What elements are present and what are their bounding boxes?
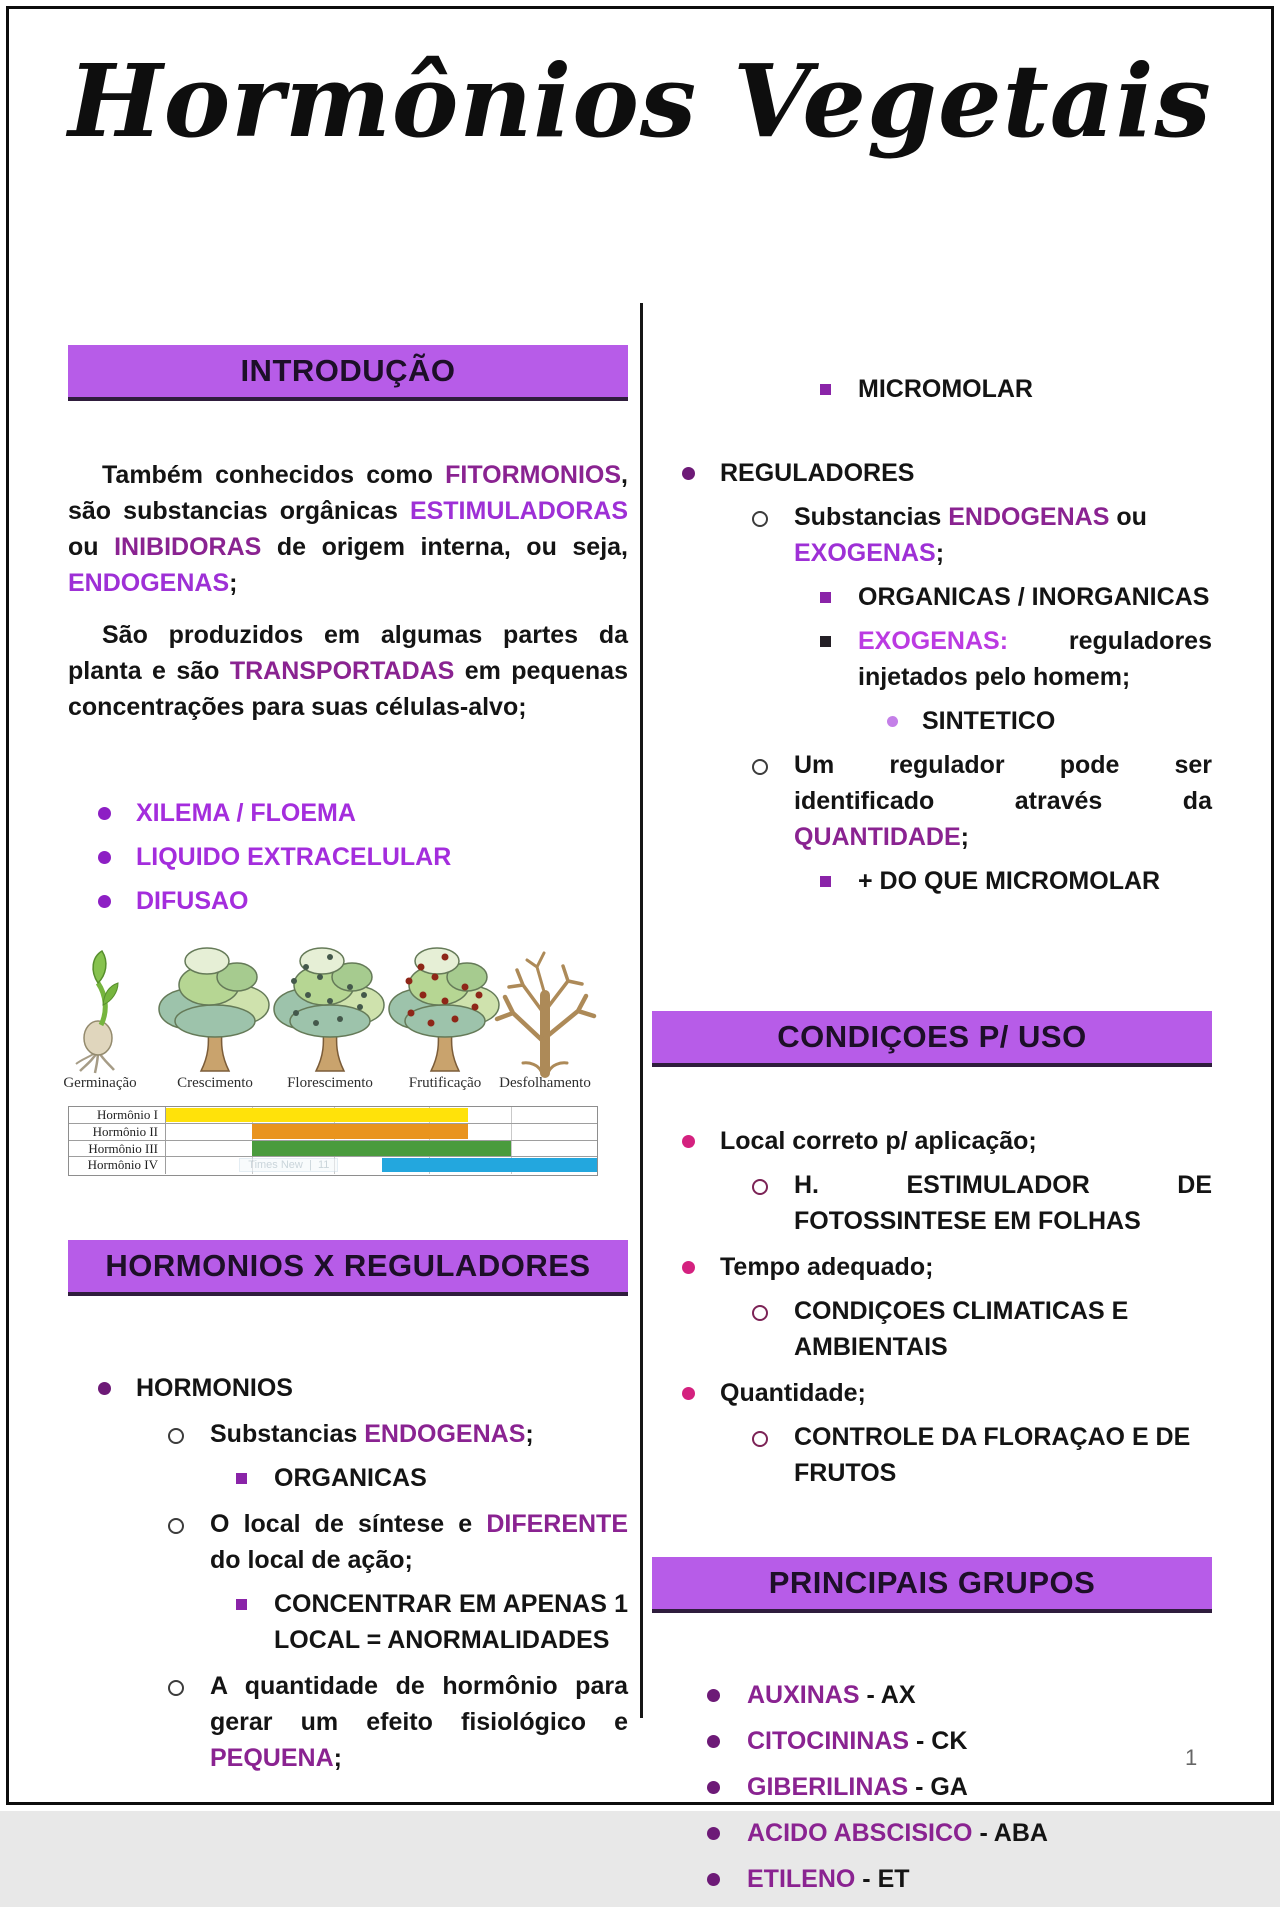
list-item: AUXINAS - AX bbox=[652, 1677, 1212, 1713]
list-item: ACIDO ABSCISICO - ABA bbox=[652, 1815, 1212, 1851]
column-divider bbox=[640, 303, 643, 1718]
bullet-square-icon bbox=[236, 1473, 247, 1484]
chart-bar-hormonio-4 bbox=[382, 1158, 598, 1173]
section-title: INTRODUÇÃO bbox=[240, 353, 456, 388]
list-item: LIQUIDO EXTRACELULAR bbox=[68, 839, 628, 875]
section-header-principais-grupos bbox=[652, 1557, 1212, 1613]
stage-label-crescimento: Crescimento bbox=[177, 1075, 253, 1091]
bullet-square-icon bbox=[820, 876, 831, 887]
plant-stages-figure bbox=[63, 943, 628, 1098]
hormone-stage-chart bbox=[68, 1106, 598, 1176]
page-title: Hormônios Vegetais bbox=[68, 42, 1212, 160]
chart-row bbox=[69, 1141, 597, 1158]
plant-stages-illustration bbox=[68, 943, 628, 1075]
list-item: Quantidade; bbox=[652, 1375, 1212, 1411]
list-item: ORGANICAS bbox=[68, 1460, 628, 1496]
bullet-dot-icon bbox=[98, 1382, 111, 1395]
bullet-dot-icon bbox=[98, 851, 111, 864]
bullet-dot-icon bbox=[682, 467, 695, 480]
transport-bullet-list bbox=[68, 795, 628, 919]
page-number: 1 bbox=[1185, 1745, 1198, 1770]
list-item: REGULADORES bbox=[652, 455, 1212, 491]
bullet-square-icon bbox=[820, 592, 831, 603]
intro-paragraph-1: Também conhecidos como FITORMONIOS, são substancias orgânicas ESTIMULADORAS ou INIBIDORAS de origem interna, ou seja, ENDOGENAS; bbox=[68, 461, 628, 597]
bullet-dot-icon bbox=[682, 1261, 695, 1274]
chart-row bbox=[69, 1157, 597, 1174]
bullet-dot-icon bbox=[98, 807, 111, 820]
bullet-circle-icon bbox=[752, 511, 768, 527]
list-item: XILEMA / FLOEMA bbox=[68, 795, 628, 831]
bullet-circle-icon bbox=[168, 1518, 184, 1534]
right-column bbox=[652, 345, 1212, 1907]
bare-tree-illustration bbox=[497, 953, 594, 1073]
germination-illustration bbox=[76, 951, 118, 1073]
list-item: HORMONIOS bbox=[68, 1370, 628, 1406]
bullet-circle-icon bbox=[168, 1428, 184, 1444]
chart-bar-hormonio-3 bbox=[252, 1141, 511, 1156]
flowering-tree-illustration bbox=[274, 948, 384, 1071]
bullet-dot-icon bbox=[887, 716, 898, 727]
chart-row-label: Hormônio I bbox=[69, 1107, 166, 1123]
list-item: ETILENO - ET bbox=[652, 1861, 1212, 1897]
list-item: O local de síntese e DIFERENTE do local de ação; bbox=[68, 1506, 628, 1578]
bullet-square-icon bbox=[820, 384, 831, 395]
chart-row-label: Hormônio IV bbox=[69, 1157, 166, 1174]
left-column bbox=[63, 345, 628, 1784]
stage-label-germinacao: Germinação bbox=[63, 1075, 137, 1091]
list-item: CONCENTRAR EM APENAS 1 LOCAL = ANORMALIDADES bbox=[68, 1586, 628, 1658]
editor-toolbar-artifact: Times New | 11 bbox=[239, 1158, 338, 1172]
growth-tree-illustration bbox=[159, 948, 269, 1071]
bullet-dot-icon bbox=[707, 1689, 720, 1702]
list-item: DIFUSAO bbox=[68, 883, 628, 919]
bullet-dot-icon bbox=[707, 1735, 720, 1748]
section-title: CONDIÇOES P/ USO bbox=[777, 1019, 1087, 1054]
list-item: A quantidade de hormônio para gerar um efeito fisiológico e PEQUENA; bbox=[68, 1668, 628, 1776]
chart-row bbox=[69, 1124, 597, 1141]
bullet-dot-icon bbox=[682, 1135, 695, 1148]
list-item: Local correto p/ aplicação; bbox=[652, 1123, 1212, 1159]
section-title: PRINCIPAIS GRUPOS bbox=[768, 1565, 1096, 1600]
list-item: CITOCININAS - CK bbox=[652, 1723, 1212, 1759]
section-title: HORMONIOS X REGULADORES bbox=[105, 1248, 591, 1283]
section-header-hormonios-x-reguladores bbox=[68, 1240, 628, 1296]
chart-row-label: Hormônio II bbox=[69, 1124, 166, 1140]
principais-grupos-list bbox=[652, 1677, 1212, 1897]
bullet-circle-icon bbox=[752, 1431, 768, 1447]
list-item: H. ESTIMULADOR DE FOTOSSINTESE EM FOLHAS bbox=[652, 1167, 1212, 1239]
stage-label-florescimento: Florescimento bbox=[287, 1075, 373, 1091]
chart-bar-hormonio-2 bbox=[252, 1124, 468, 1139]
bullet-dot-icon bbox=[682, 1387, 695, 1400]
bullet-circle-icon bbox=[752, 1179, 768, 1195]
stage-label-desfolhamento: Desfolhamento bbox=[499, 1075, 591, 1091]
bullet-circle-icon bbox=[752, 759, 768, 775]
section-header-condicoes bbox=[652, 1011, 1212, 1067]
bullet-circle-icon bbox=[752, 1305, 768, 1321]
bullet-dot-icon bbox=[707, 1781, 720, 1794]
bullet-dot-icon bbox=[98, 895, 111, 908]
chart-row bbox=[69, 1107, 597, 1124]
list-item: CONTROLE DA FLORAÇAO E DE FRUTOS bbox=[652, 1419, 1212, 1491]
list-item: Tempo adequado; bbox=[652, 1249, 1212, 1285]
list-item: CONDIÇOES CLIMATICAS E AMBIENTAIS bbox=[652, 1293, 1212, 1365]
chart-bar-hormonio-1 bbox=[166, 1108, 468, 1123]
list-item: Substancias ENDOGENAS; bbox=[68, 1416, 628, 1452]
list-item: + DO QUE MICROMOLAR bbox=[652, 863, 1212, 899]
bullet-circle-icon bbox=[168, 1680, 184, 1696]
condicoes-list bbox=[652, 1123, 1212, 1491]
list-item: GIBERILINAS - GA bbox=[652, 1769, 1212, 1805]
bullet-dot-icon bbox=[707, 1873, 720, 1886]
fruiting-tree-illustration bbox=[389, 948, 499, 1071]
bullet-square-icon bbox=[236, 1599, 247, 1610]
bullet-dot-icon bbox=[707, 1827, 720, 1840]
section-header-introducao bbox=[68, 345, 628, 401]
list-item: ORGANICAS / INORGANICAS bbox=[652, 579, 1212, 615]
stage-label-frutificacao: Frutificação bbox=[408, 1075, 482, 1091]
bullet-square-icon bbox=[820, 636, 831, 647]
intro-paragraph-2: São produzidos em algumas partes da planta e são TRANSPORTADAS em pequenas concentrações para suas células-alvo; bbox=[68, 621, 628, 721]
list-item: SINTETICO bbox=[652, 703, 1212, 739]
list-item: Substancias ENDOGENAS ou EXOGENAS; bbox=[652, 499, 1212, 571]
chart-row-label: Hormônio III bbox=[69, 1141, 166, 1157]
list-item: EXOGENAS: reguladores injetados pelo homem; bbox=[652, 623, 1212, 695]
hormonios-list bbox=[68, 1370, 628, 1776]
list-item: Um regulador pode ser identificado através da QUANTIDADE; bbox=[652, 747, 1212, 855]
list-item: MICROMOLAR bbox=[652, 371, 1212, 407]
